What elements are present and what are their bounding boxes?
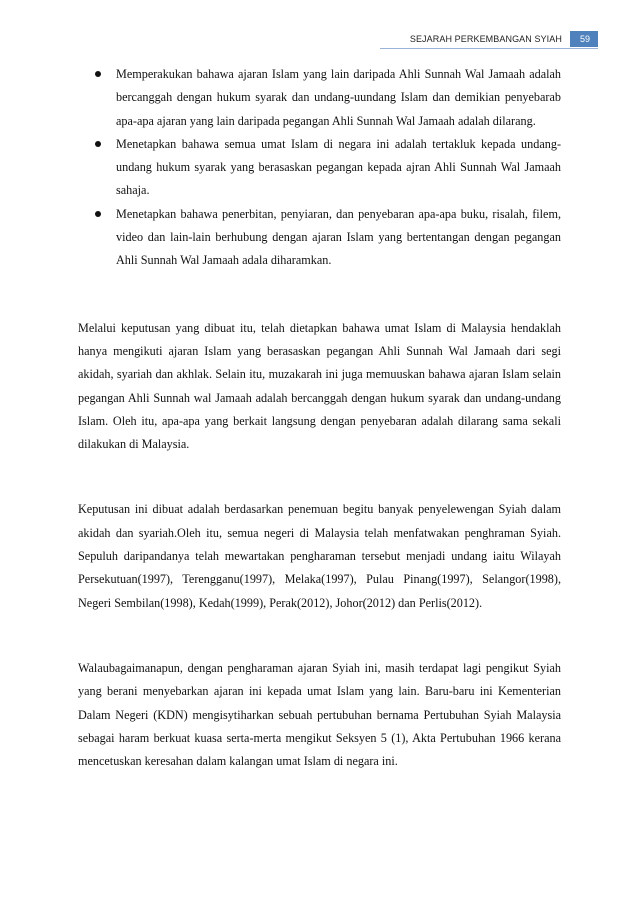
spacer bbox=[78, 615, 561, 657]
header-title: SEJARAH PERKEMBANGAN SYIAH bbox=[409, 33, 562, 44]
paragraph: Keputusan ini dibuat adalah berdasarkan penemuan begitu banyak penyelewengan Syiah dalam akidah dan syariah.Oleh itu, semua negeri di Malaysia telah menfatwakan penghraman Syiah. Sepuluh daripandanya telah mewartakan pengharaman tersebut menjadi undang iaitu Wilayah Persekutuan(1997), Terengganu(1997), Melaka(1997), Pulau Pinang(1997), Selangor(1998), Negeri Sembilan(1998), Kedah(1999), Perak(2012), Johor(2012) dan Perlis(2012). bbox=[78, 502, 561, 610]
spacer bbox=[78, 456, 561, 498]
bullet-dot-icon bbox=[95, 141, 101, 147]
bullet-text: Memperakukan bahawa ajaran Islam yang lain daripada Ahli Sunnah Wal Jamaah adalah bercanggah dengan hukum syarak dan undang-uundang Islam dan demikian penyebarab apa-apa ajaran yang lain daripada pegangan Ahli Sunnah Wal Jamaah adalah dilarang. bbox=[116, 67, 561, 128]
document-body bbox=[78, 63, 561, 773]
page-number-badge: 59 bbox=[570, 31, 598, 47]
bullet-item bbox=[78, 63, 561, 133]
bullet-item bbox=[78, 133, 561, 203]
spacer bbox=[78, 273, 561, 317]
paragraph: Walaubagaimanapun, dengan pengharaman ajaran Syiah ini, masih terdapat lagi pengikut Syiah yang berani menyebarkan ajaran ini kepada umat Islam yang lain. Baru-baru ini Kementerian Dalam Negeri (KDN) mengisytiharkan sebuah pertubuhan bernama Pertubuhan Syiah Malaysia sebagai haram berkuat kuasa serta-merta mengikut Seksyen 5 (1), Akta Pertubuhan 1966 kerana mencetuskan keresahan dalam kalangan umat Islam di negara ini. bbox=[78, 660, 561, 769]
bullet-dot-icon bbox=[95, 71, 101, 77]
bullet-text: Menetapkan bahawa penerbitan, penyiaran, dan penyebaran apa-apa buku, risalah, filem, video dan lain-lain berhubung dengan ajaran Islam yang bertentangan dengan pegangan Ahli Sunnah Wal Jamaah adala diharamkan. bbox=[116, 206, 561, 268]
bullet-item bbox=[78, 203, 561, 273]
bullet-text: Menetapkan bahawa semua umat Islam di negara ini adalah tertakluk kepada undang-undang hukum syarak yang berasaskan pegangan kepada ajran Ahli Sunnah Wal Jamaah sahaja. bbox=[116, 136, 561, 198]
paragraph: Melalui keputusan yang dibuat itu, telah dietapkan bahawa umat Islam di Malaysia hendaklah hanya mengikuti ajaran Islam yang berasaskan pegangan Ahli Sunnah Wal Jamaah dari segi akidah, syariah dan akhlak. Selain itu, muzakarah ini juga memuuskan bahawa ajaran Islam selain pegangan Ahli Sunnah wal Jamaah adalah bercanggah dengan hukum syarak dan undang-undang Islam. Oleh itu, apa-apa yang berkait langsung dengan penyebaran adalah dilarang sama sekali dilakukan di Malaysia. bbox=[78, 320, 561, 452]
bullet-list bbox=[78, 63, 561, 273]
bullet-dot-icon bbox=[95, 211, 101, 217]
header-divider bbox=[380, 48, 598, 49]
page-header bbox=[410, 30, 598, 47]
